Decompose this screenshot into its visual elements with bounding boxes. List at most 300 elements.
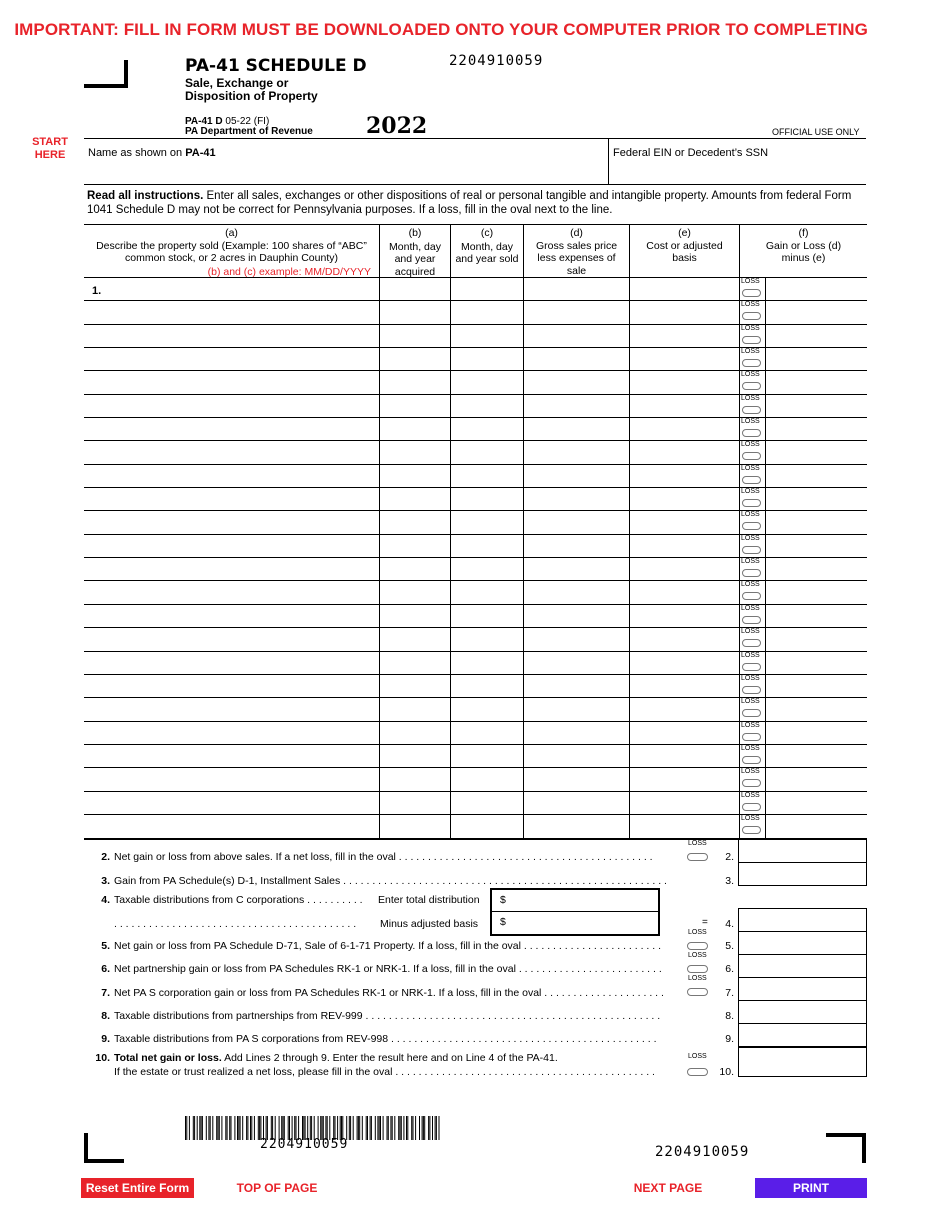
barcode-bar xyxy=(186,1116,187,1140)
table-body xyxy=(84,278,867,838)
date-sold-cell[interactable] xyxy=(451,348,524,370)
loss-oval[interactable] xyxy=(742,429,761,437)
line-3-amount[interactable] xyxy=(738,862,867,886)
loss-label-line-5: LOSS xyxy=(688,929,707,936)
date-acquired-cell[interactable] xyxy=(380,652,451,674)
description-cell[interactable] xyxy=(84,628,380,650)
loss-oval[interactable] xyxy=(742,686,761,694)
loss-indicator xyxy=(740,441,766,463)
barcode-bar xyxy=(238,1116,239,1140)
line-10-amount[interactable] xyxy=(738,1046,867,1077)
loss-oval[interactable] xyxy=(742,709,761,717)
distribution-box xyxy=(490,888,660,936)
date-acquired-cell[interactable] xyxy=(380,488,451,510)
date-acquired-cell[interactable] xyxy=(380,745,451,767)
description-cell[interactable] xyxy=(84,722,380,744)
barcode-bar xyxy=(406,1116,407,1140)
sales-price-cell[interactable] xyxy=(524,278,630,300)
loss-label-line-6: LOSS xyxy=(688,952,707,959)
gain-loss-cell[interactable] xyxy=(766,278,867,300)
sales-price-cell[interactable] xyxy=(524,815,630,838)
gain-loss-cell[interactable] xyxy=(766,745,867,767)
loss-oval[interactable] xyxy=(742,803,761,811)
barcode-bar xyxy=(370,1116,371,1140)
barcode-bar xyxy=(403,1116,404,1140)
loss-label: LOSS xyxy=(741,628,760,636)
sales-price-cell[interactable] xyxy=(524,348,630,370)
loss-label: LOSS xyxy=(741,324,760,332)
date-sold-cell[interactable] xyxy=(451,395,524,417)
gain-loss-area xyxy=(740,465,867,487)
gain-loss-area xyxy=(740,441,867,463)
sales-price-cell[interactable] xyxy=(524,418,630,440)
line-8-label: 8. Taxable distributions from partnerships from REV-999 . . . . . . . . . . . . . . . . . . . . . . . . . . . . . . . . . . . . . . . . . . . . . . . . . . . xyxy=(101,1010,661,1022)
line-9-amount[interactable] xyxy=(738,1023,867,1047)
description-cell[interactable] xyxy=(84,815,380,838)
date-acquired-cell[interactable] xyxy=(380,628,451,650)
date-sold-cell[interactable] xyxy=(451,605,524,627)
barcode-bar xyxy=(424,1116,425,1140)
sales-price-cell[interactable] xyxy=(524,371,630,393)
description-cell[interactable] xyxy=(84,395,380,417)
date-sold-cell[interactable] xyxy=(451,698,524,720)
description-cell[interactable] xyxy=(84,278,380,300)
date-acquired-cell[interactable] xyxy=(380,418,451,440)
barcode-bar xyxy=(435,1116,436,1140)
loss-indicator xyxy=(740,675,766,697)
gain-loss-cell[interactable] xyxy=(766,605,867,627)
sales-price-cell[interactable] xyxy=(524,652,630,674)
barcode-bar xyxy=(415,1116,416,1140)
loss-indicator xyxy=(740,395,766,417)
barcode-bar xyxy=(377,1116,378,1140)
gain-loss-area xyxy=(740,698,867,720)
date-acquired-cell[interactable] xyxy=(380,441,451,463)
barcode-bar xyxy=(208,1116,209,1140)
gain-loss-area xyxy=(740,535,867,557)
cost-basis-cell[interactable] xyxy=(630,815,740,838)
gain-loss-cell[interactable] xyxy=(766,465,867,487)
line-8-amount[interactable] xyxy=(738,1000,867,1024)
line-4-number: 4. xyxy=(725,918,734,930)
line-6-number: 6. xyxy=(725,963,734,975)
date-sold-cell[interactable] xyxy=(451,535,524,557)
date-acquired-cell[interactable] xyxy=(380,768,451,790)
loss-label: LOSS xyxy=(741,488,760,496)
table-header xyxy=(84,224,867,278)
table-row xyxy=(84,278,867,301)
sales-price-cell[interactable] xyxy=(524,395,630,417)
gain-loss-cell[interactable] xyxy=(766,371,867,393)
loss-label: LOSS xyxy=(741,744,760,752)
loss-label: LOSS xyxy=(741,698,760,706)
date-sold-cell[interactable] xyxy=(451,581,524,603)
cost-basis-cell[interactable] xyxy=(630,652,740,674)
gain-loss-cell[interactable] xyxy=(766,348,867,370)
barcode-bar xyxy=(379,1116,380,1140)
barcode-bar xyxy=(237,1116,238,1140)
line-5-amount[interactable] xyxy=(738,931,867,955)
line-3-number: 3. xyxy=(725,875,734,887)
date-sold-cell[interactable] xyxy=(451,488,524,510)
description-cell[interactable] xyxy=(84,301,380,323)
cost-basis-cell[interactable] xyxy=(630,722,740,744)
cost-basis-cell[interactable] xyxy=(630,628,740,650)
gain-loss-cell[interactable] xyxy=(766,698,867,720)
cost-basis-cell[interactable] xyxy=(630,675,740,697)
sales-price-cell[interactable] xyxy=(524,698,630,720)
barcode-bar xyxy=(216,1116,217,1140)
barcode-bar xyxy=(218,1116,219,1140)
cost-basis-cell[interactable] xyxy=(630,768,740,790)
description-cell[interactable] xyxy=(84,465,380,487)
loss-oval[interactable] xyxy=(742,476,761,484)
barcode-bar xyxy=(210,1116,211,1140)
date-sold-cell[interactable] xyxy=(451,628,524,650)
barcode-bar xyxy=(246,1116,247,1140)
cost-basis-cell[interactable] xyxy=(630,488,740,510)
barcode-bar xyxy=(423,1116,424,1140)
gain-loss-area xyxy=(740,278,867,300)
loss-oval[interactable] xyxy=(742,733,761,741)
loss-indicator xyxy=(740,371,766,393)
loss-oval[interactable] xyxy=(742,382,761,390)
cost-basis-cell[interactable] xyxy=(630,511,740,533)
gain-loss-cell[interactable] xyxy=(766,325,867,347)
loss-oval[interactable] xyxy=(742,639,761,647)
gain-loss-cell[interactable] xyxy=(766,628,867,650)
description-cell[interactable] xyxy=(84,371,380,393)
date-sold-cell[interactable] xyxy=(451,815,524,838)
barcode-number: 2204910059 xyxy=(260,1137,349,1152)
column-f-header: (f) Gain or Loss (d) minus (e) xyxy=(765,227,842,264)
sales-price-cell[interactable] xyxy=(524,581,630,603)
sales-price-cell[interactable] xyxy=(524,792,630,814)
table-row xyxy=(84,348,867,371)
cost-basis-cell[interactable] xyxy=(630,441,740,463)
gain-loss-area xyxy=(740,722,867,744)
line-2-label: 2. Net gain or loss from above sales. If a net loss, fill in the oval . . . . . . . . . . . . . . . . . . . . . . . . . . . . . . . . . . . . . . . . . . . . xyxy=(101,851,653,863)
date-acquired-cell[interactable] xyxy=(380,301,451,323)
table-row xyxy=(84,558,867,581)
description-cell[interactable] xyxy=(84,581,380,603)
date-sold-cell[interactable] xyxy=(451,465,524,487)
loss-indicator xyxy=(740,558,766,580)
line-4-amount[interactable] xyxy=(738,908,867,932)
loss-oval[interactable] xyxy=(742,406,761,414)
barcode-bar xyxy=(429,1116,430,1140)
line-3-label: 3. Gain from PA Schedule(s) D-1, Installment Sales . . . . . . . . . . . . . . . . . . . . . . . . . . . . . . . . . . . . . . . . . . . . . . . . . . . . . . . . xyxy=(101,875,667,887)
loss-indicator xyxy=(740,301,766,323)
cost-basis-cell[interactable] xyxy=(630,465,740,487)
description-cell[interactable] xyxy=(84,698,380,720)
loss-label: LOSS xyxy=(741,674,760,682)
loss-indicator xyxy=(740,652,766,674)
cost-basis-cell[interactable] xyxy=(630,371,740,393)
line-6-amount[interactable] xyxy=(738,954,867,978)
gain-loss-area xyxy=(740,792,867,814)
sales-price-cell[interactable] xyxy=(524,465,630,487)
cost-basis-cell[interactable] xyxy=(630,558,740,580)
date-sold-cell[interactable] xyxy=(451,301,524,323)
gain-loss-cell[interactable] xyxy=(766,652,867,674)
enter-total-distribution-label: Enter total distribution xyxy=(378,894,480,906)
barcode-bar xyxy=(349,1116,350,1140)
barcode-bar xyxy=(202,1116,203,1140)
barcode-bar xyxy=(422,1116,423,1140)
description-cell[interactable] xyxy=(84,675,380,697)
date-acquired-cell[interactable] xyxy=(380,792,451,814)
gain-loss-area xyxy=(740,558,867,580)
barcode-bar xyxy=(439,1116,440,1140)
loss-oval[interactable] xyxy=(742,592,761,600)
date-acquired-cell[interactable] xyxy=(380,815,451,838)
date-acquired-cell[interactable] xyxy=(380,535,451,557)
cost-basis-cell[interactable] xyxy=(630,278,740,300)
loss-oval[interactable] xyxy=(742,546,761,554)
date-acquired-cell[interactable] xyxy=(380,698,451,720)
registration-mark-bottom-right xyxy=(826,1133,866,1163)
date-sold-cell[interactable] xyxy=(451,418,524,440)
barcode-bar xyxy=(258,1116,259,1140)
date-acquired-cell[interactable] xyxy=(380,722,451,744)
sales-price-cell[interactable] xyxy=(524,675,630,697)
gain-loss-cell[interactable] xyxy=(766,768,867,790)
line-10-label: 10. Total net gain or loss. Add Lines 2 through 9. Enter the result here and on Line 4 of the PA-41. xyxy=(95,1052,558,1064)
date-sold-cell[interactable] xyxy=(451,745,524,767)
loss-oval[interactable] xyxy=(742,312,761,320)
cost-basis-cell[interactable] xyxy=(630,698,740,720)
table-row xyxy=(84,605,867,628)
sales-price-cell[interactable] xyxy=(524,535,630,557)
barcode-bar xyxy=(225,1116,226,1140)
barcode-bar xyxy=(400,1116,401,1140)
barcode-bar xyxy=(407,1116,408,1140)
sales-price-cell[interactable] xyxy=(524,488,630,510)
cost-basis-cell[interactable] xyxy=(630,348,740,370)
description-cell[interactable] xyxy=(84,441,380,463)
gain-loss-area xyxy=(740,325,867,347)
date-acquired-cell[interactable] xyxy=(380,605,451,627)
date-acquired-cell[interactable] xyxy=(380,581,451,603)
gain-loss-area xyxy=(740,768,867,790)
description-cell[interactable] xyxy=(84,418,380,440)
date-sold-cell[interactable] xyxy=(451,278,524,300)
cost-basis-cell[interactable] xyxy=(630,581,740,603)
barcode-bar xyxy=(362,1116,363,1140)
line-2-number: 2. xyxy=(725,851,734,863)
table-row xyxy=(84,511,867,534)
loss-label: LOSS xyxy=(741,558,760,566)
loss-label-line-7: LOSS xyxy=(688,975,707,982)
description-cell[interactable] xyxy=(84,768,380,790)
barcode-bar xyxy=(394,1116,395,1140)
cost-basis-cell[interactable] xyxy=(630,325,740,347)
loss-oval[interactable] xyxy=(742,522,761,530)
sales-price-cell[interactable] xyxy=(524,768,630,790)
loss-oval[interactable] xyxy=(742,779,761,787)
cost-basis-cell[interactable] xyxy=(630,395,740,417)
barcode-bar xyxy=(401,1116,402,1140)
date-sold-cell[interactable] xyxy=(451,722,524,744)
barcode-bar xyxy=(390,1116,391,1140)
loss-oval[interactable] xyxy=(742,499,761,507)
description-cell[interactable] xyxy=(84,348,380,370)
cost-basis-cell[interactable] xyxy=(630,745,740,767)
date-sold-cell[interactable] xyxy=(451,371,524,393)
gain-loss-cell[interactable] xyxy=(766,792,867,814)
loss-oval[interactable] xyxy=(742,359,761,367)
line-7-amount[interactable] xyxy=(738,977,867,1001)
minus-adjusted-basis-label: Minus adjusted basis xyxy=(380,918,479,930)
sales-price-cell[interactable] xyxy=(524,605,630,627)
gain-loss-cell[interactable] xyxy=(766,581,867,603)
table-row xyxy=(84,441,867,464)
sales-price-cell[interactable] xyxy=(524,441,630,463)
description-cell[interactable] xyxy=(84,511,380,533)
date-sold-cell[interactable] xyxy=(451,652,524,674)
top-of-page-button[interactable]: TOP OF PAGE xyxy=(236,1181,318,1195)
loss-indicator xyxy=(740,325,766,347)
barcode-bar xyxy=(359,1116,360,1140)
total-distribution-input[interactable]: $ xyxy=(492,890,658,912)
date-acquired-cell[interactable] xyxy=(380,558,451,580)
gain-loss-cell[interactable] xyxy=(766,722,867,744)
date-acquired-cell[interactable] xyxy=(380,371,451,393)
loss-label: LOSS xyxy=(741,651,760,659)
gain-loss-cell[interactable] xyxy=(766,511,867,533)
cost-basis-cell[interactable] xyxy=(630,605,740,627)
gain-loss-cell[interactable] xyxy=(766,488,867,510)
sales-price-cell[interactable] xyxy=(524,722,630,744)
gain-loss-cell[interactable] xyxy=(766,441,867,463)
loss-oval[interactable] xyxy=(742,569,761,577)
cost-basis-cell[interactable] xyxy=(630,792,740,814)
loss-indicator xyxy=(740,348,766,370)
date-acquired-cell[interactable] xyxy=(380,278,451,300)
cost-basis-cell[interactable] xyxy=(630,301,740,323)
gain-loss-cell[interactable] xyxy=(766,675,867,697)
cost-basis-cell[interactable] xyxy=(630,418,740,440)
line-8-number: 8. xyxy=(725,1010,734,1022)
loss-oval[interactable] xyxy=(742,663,761,671)
barcode-bar xyxy=(221,1116,222,1140)
sales-price-cell[interactable] xyxy=(524,558,630,580)
date-acquired-cell[interactable] xyxy=(380,395,451,417)
description-cell[interactable] xyxy=(84,488,380,510)
date-acquired-cell[interactable] xyxy=(380,675,451,697)
barcode-bar xyxy=(197,1116,198,1140)
loss-indicator xyxy=(740,535,766,557)
sales-price-cell[interactable] xyxy=(524,745,630,767)
loss-oval[interactable] xyxy=(742,336,761,344)
gain-loss-cell[interactable] xyxy=(766,395,867,417)
date-acquired-cell[interactable] xyxy=(380,511,451,533)
loss-indicator xyxy=(740,581,766,603)
barcode-bar xyxy=(201,1116,202,1140)
barcode-bar xyxy=(432,1116,433,1140)
sales-price-cell[interactable] xyxy=(524,325,630,347)
gain-loss-cell[interactable] xyxy=(766,418,867,440)
sales-price-cell[interactable] xyxy=(524,511,630,533)
barcode-bar xyxy=(383,1116,384,1140)
date-sold-cell[interactable] xyxy=(451,675,524,697)
loss-label-line-2: LOSS xyxy=(688,840,707,847)
column-c-header: (c) Month, day and year sold xyxy=(451,225,524,277)
adjusted-basis-input[interactable]: $ xyxy=(500,916,506,928)
date-sold-cell[interactable] xyxy=(451,441,524,463)
loss-label: LOSS xyxy=(741,534,760,542)
barcode-bar xyxy=(189,1116,190,1140)
date-acquired-cell[interactable] xyxy=(380,348,451,370)
line-4-leader: . . . . . . . . . . . . . . . . . . . . . . . . . . . . . . . . . . . . . . . . . . xyxy=(114,918,357,930)
barcode-bar xyxy=(428,1116,429,1140)
loss-oval[interactable] xyxy=(742,826,761,834)
date-sold-cell[interactable] xyxy=(451,792,524,814)
gain-loss-cell[interactable] xyxy=(766,301,867,323)
name-field[interactable]: Name as shown on PA-41 xyxy=(84,139,609,184)
description-cell[interactable] xyxy=(84,535,380,557)
date-acquired-cell[interactable] xyxy=(380,465,451,487)
gain-loss-cell[interactable] xyxy=(766,815,867,838)
gain-loss-area xyxy=(740,652,867,674)
date-sold-cell[interactable] xyxy=(451,325,524,347)
cost-basis-cell[interactable] xyxy=(630,535,740,557)
next-page-button[interactable]: NEXT PAGE xyxy=(633,1181,703,1195)
barcode-bar xyxy=(194,1116,195,1140)
loss-oval[interactable] xyxy=(742,289,761,297)
loss-oval[interactable] xyxy=(742,616,761,624)
description-cell[interactable] xyxy=(84,652,380,674)
description-cell[interactable] xyxy=(84,605,380,627)
barcode-bar xyxy=(212,1116,213,1140)
sales-price-cell[interactable] xyxy=(524,628,630,650)
ein-field-label[interactable]: Federal EIN or Decedent’s SSN xyxy=(613,147,769,159)
barcode-bar xyxy=(250,1116,251,1140)
line-5-number: 5. xyxy=(725,940,734,952)
gain-loss-area xyxy=(740,395,867,417)
gain-loss-area xyxy=(740,815,867,838)
date-acquired-cell[interactable] xyxy=(380,325,451,347)
description-cell[interactable] xyxy=(84,558,380,580)
gain-loss-cell[interactable] xyxy=(766,558,867,580)
barcode-bar xyxy=(350,1116,351,1140)
reset-form-button[interactable]: Reset Entire Form xyxy=(81,1178,194,1198)
date-sold-cell[interactable] xyxy=(451,558,524,580)
print-button[interactable]: PRINT xyxy=(755,1178,867,1198)
loss-indicator xyxy=(740,722,766,744)
table-row xyxy=(84,325,867,348)
loss-oval[interactable] xyxy=(742,756,761,764)
sales-price-cell[interactable] xyxy=(524,301,630,323)
barcode-bar xyxy=(388,1116,389,1140)
line-2-amount[interactable] xyxy=(738,839,867,863)
date-sold-cell[interactable] xyxy=(451,511,524,533)
barcode-bar xyxy=(193,1116,194,1140)
barcode-bar xyxy=(234,1116,235,1140)
gain-loss-area xyxy=(740,418,867,440)
line-6-label: 6. Net partnership gain or loss from PA Schedules RK-1 or NRK-1. If a loss, fill in the oval . . . . . . . . . . . . . . . . . . . . . . . . . xyxy=(101,963,662,975)
description-cell[interactable] xyxy=(84,745,380,767)
download-warning-banner: IMPORTANT: FILL IN FORM MUST BE DOWNLOADED ONTO YOUR COMPUTER PRIOR TO COMPLETING xyxy=(14,20,868,39)
date-sold-cell[interactable] xyxy=(451,768,524,790)
loss-label: LOSS xyxy=(741,348,760,356)
loss-label: LOSS xyxy=(741,441,760,449)
description-cell[interactable] xyxy=(84,325,380,347)
description-cell[interactable] xyxy=(84,792,380,814)
gain-loss-cell[interactable] xyxy=(766,535,867,557)
loss-oval[interactable] xyxy=(742,452,761,460)
